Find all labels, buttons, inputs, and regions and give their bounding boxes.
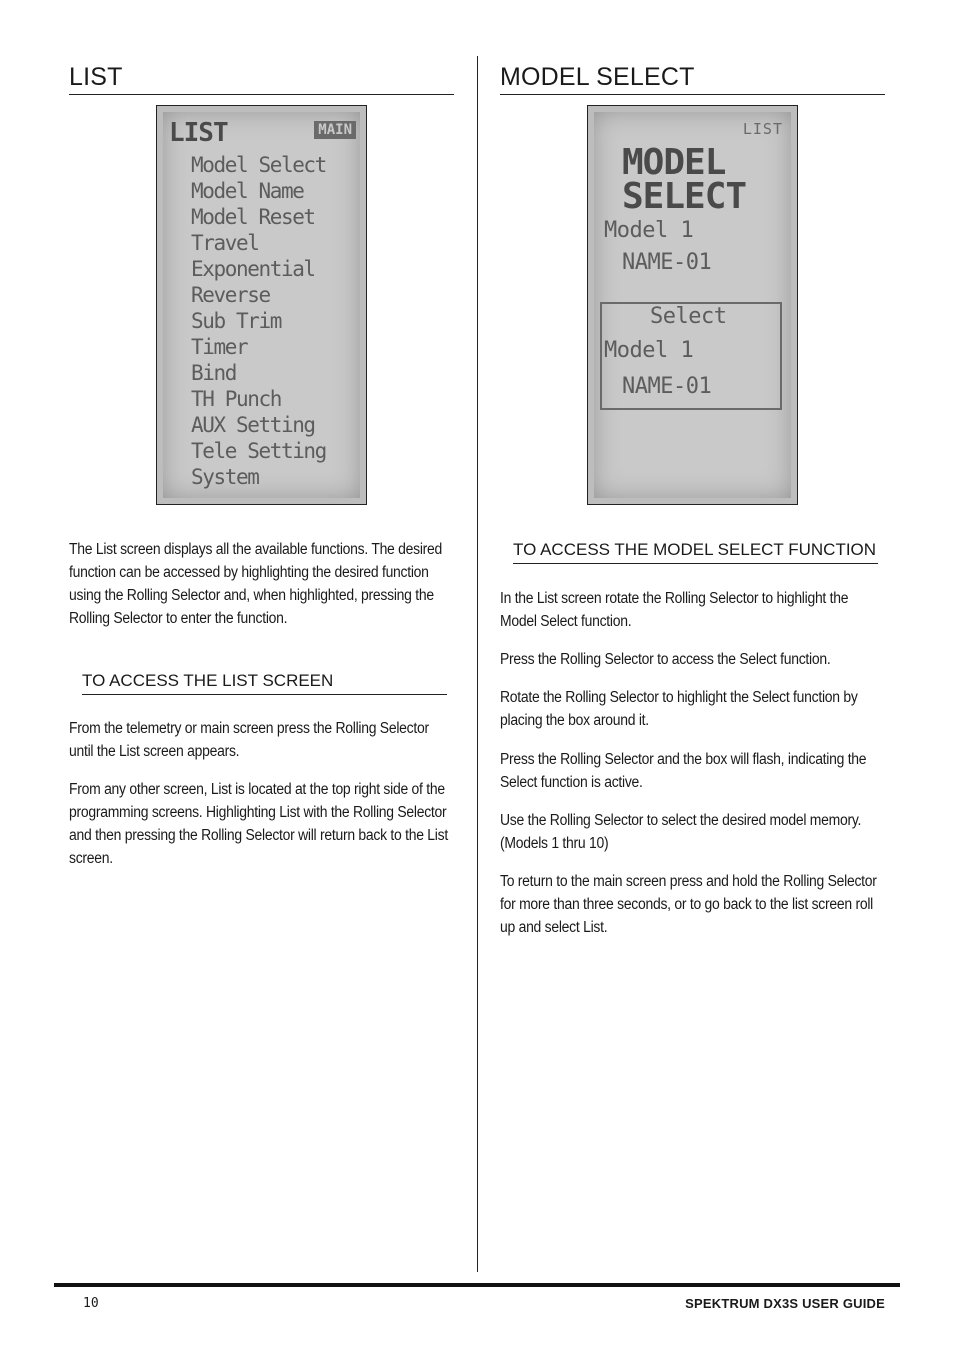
list-section-title: LIST <box>69 62 454 95</box>
lcd-menu-item: Model Name <box>191 179 304 203</box>
model-select-paragraph: Rotate the Rolling Selector to highlight the Select function by placing the box around it. <box>500 689 858 729</box>
model-select-paragraph: Press the Rolling Selector to access the Select function. <box>500 651 831 668</box>
model-select-paragraph: Press the Rolling Selector and the box will flash, indicating the Select function is active. <box>500 751 867 791</box>
lcd-menu-item: Tele Setting <box>191 439 326 463</box>
lcd-menu-item: Model Select <box>191 153 326 177</box>
page-number: 10 <box>83 1296 99 1311</box>
lcd-menu-item: Sub Trim <box>191 309 281 333</box>
lcd-menu-item: Exponential <box>191 257 315 281</box>
list-paragraph: From the telemetry or main screen press the Rolling Selector until the List screen appears. <box>69 720 429 760</box>
lcd-box-model-number: Model 1 <box>604 338 694 363</box>
model-select-screen-image <box>587 105 798 505</box>
lcd-big-select: SELECT <box>622 176 747 217</box>
model-select-section-title: MODEL SELECT <box>500 62 885 95</box>
lcd-menu-item: Bind <box>191 361 236 385</box>
lcd-model-name: NAME-01 <box>622 250 712 275</box>
lcd-menu-item: TH Punch <box>191 387 281 411</box>
lcd-select-label: Select <box>650 304 727 329</box>
lcd-menu-list <box>191 152 326 490</box>
model-select-paragraph: In the List screen rotate the Rolling Selector to highlight the Model Select function. <box>500 590 849 630</box>
footer-rule <box>54 1283 900 1287</box>
footer-guide-title: SPEKTRUM DX3S USER GUIDE <box>685 1296 885 1311</box>
list-paragraph: From any other screen, List is located at the top right side of the programming screens. Highlighting List with the Rolling Selector and then pressing the Rolling Selector will return back to the List screen. <box>69 781 448 867</box>
model-select-subheading: TO ACCESS THE MODEL SELECT FUNCTION <box>513 539 878 564</box>
model-select-paragraph: To return to the main screen press and hold the Rolling Selector for more than three seconds, or to go back to the list screen roll up and select List. <box>500 873 877 936</box>
lcd-list-tag: LIST <box>742 120 783 138</box>
lcd-big-model: MODEL <box>622 142 726 183</box>
lcd-menu-item: Model Reset <box>191 205 315 229</box>
lcd-main-badge: MAIN <box>314 121 356 139</box>
list-intro-paragraph: The List screen displays all the available functions. The desired function can be accessed by highlighting the desired function using the Rolling Selector and, when highlighted, pressing the Rolling Selector to enter the function. <box>69 541 443 627</box>
lcd-menu-item: Travel <box>191 231 259 255</box>
model-select-paragraph: Use the Rolling Selector to select the desired model memory. (Models 1 thru 10) <box>500 812 862 852</box>
lcd-menu-item: System <box>191 465 259 489</box>
lcd-model-number: Model 1 <box>604 218 694 243</box>
lcd-menu-item: Reverse <box>191 283 270 307</box>
list-subheading: TO ACCESS THE LIST SCREEN <box>82 670 447 695</box>
list-screen-image <box>156 105 367 505</box>
lcd-menu-item: AUX Setting <box>191 413 315 437</box>
lcd-box-model-name: NAME-01 <box>622 374 712 399</box>
lcd-menu-item: Timer <box>191 335 248 359</box>
column-divider <box>477 56 478 1272</box>
lcd-list-header: LIST <box>169 118 228 148</box>
